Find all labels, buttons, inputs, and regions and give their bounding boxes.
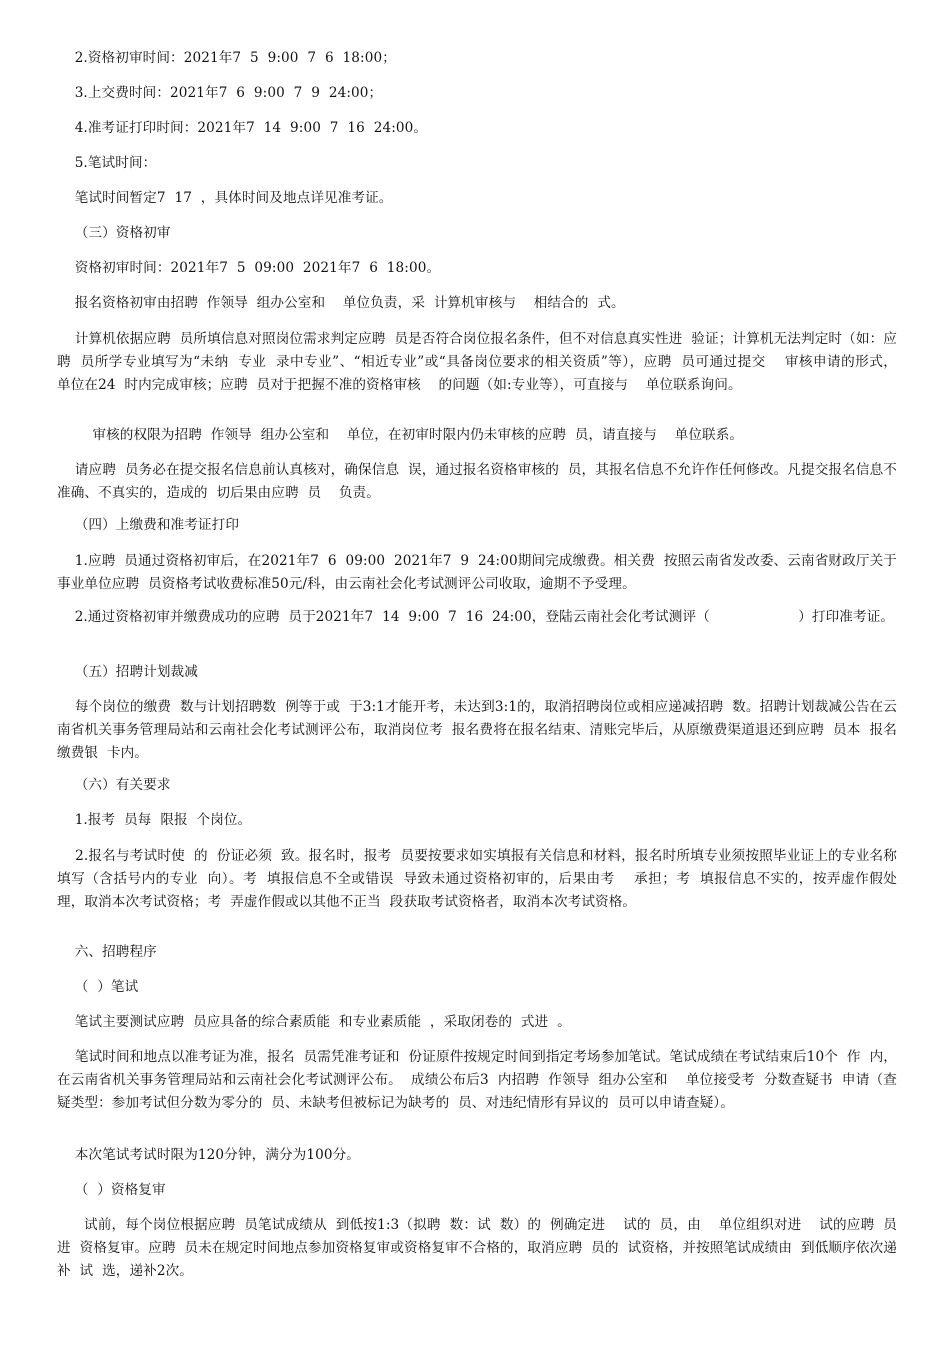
section-heading: （六）有关要求	[57, 777, 171, 793]
paragraph: 笔试时间和地点以准考证为准，报名 员需凭准考证和 份证原件按规定时间到指定考场参加笔试。笔试成绩在考试结束后10个 作 内，在云南省机关事务管理局站和云南社会化考试测评公布。 成绩公布后3 内招聘 作领导 组办公室和 单位接受考 分数查疑书 申请（查疑类型：参加考试但分数为零分的 员、未缺考但被标记为缺考的 员、对违纪情形有异议的 员可以申请查疑）。	[57, 1049, 897, 1111]
section-heading: （五）招聘计划裁减	[57, 664, 198, 680]
paragraph: 2.报名与考试时使 的 份证必须 致。报名时，报考 员要按要求如实填报有关信息和材料，报名时所填专业须按照毕业证上的专业名称填写（含括号内的专业 向）。考 填报信息不全或错误 导致未通过资格初审的，后果由考 承担；考 填报信息不实的，按弄虚作假处理，取消本次考试资格；考 弄虚作假或以其他不正当 段获取考试资格者，取消本次考试资格。	[57, 848, 897, 910]
section-heading: （三）资格初审	[57, 225, 171, 241]
section-heading: （ ）笔试	[57, 979, 139, 995]
paragraph: 2.通过资格初审并缴费成功的应聘 员于2021年7 14 9:00 7 16 24:00，登陆云南社会化考试测评（ ）打印准考证。	[57, 609, 895, 625]
paragraph: 请应聘 员务必在提交报名信息前认真核对，确保信息 误，通过报名资格审核的 员，其报名信息不允许作任何修改。凡提交报名信息不准确、不真实的，造成的 切后果由应聘 员 负责。	[57, 462, 897, 501]
paragraph: 计算机依据应聘 员所填信息对照岗位需求判定应聘 员是否符合岗位报名条件，但不对信息真实性进 验证；计算机无法判定时（如：应聘 员所学专业填写为“未纳 专业 录中专业”、“相近专业”或“具备岗位要求的相关资质”等），应聘 员可通过提交 审核申请的形式， 单位在24 时内完成审核；应聘 员对于把握不准的资格审核 的问题（如:专业等），可直接与 单位联系询问。	[57, 331, 915, 393]
paragraph: 4.准考证打印时间：2021年7 14 9:00 7 16 24:00。	[57, 120, 428, 136]
paragraph: 每个岗位的缴费 数与计划招聘数 例等于或 于3:1才能开考，未达到3:1的，取消招聘岗位或相应递减招聘 数。招聘计划裁减公告在云南省机关事务管理局站和云南社会化考试测评公布，取消岗位考 报名费将在报名结束、清账完毕后，从原缴费渠道退还到应聘 员本 报名缴费银 卡内。	[57, 699, 897, 761]
paragraph: 报名资格初审由招聘 作领导 组办公室和 单位负责，采 计算机审核与 相结合的 式。	[57, 295, 625, 311]
paragraph: 3.上交费时间：2021年7 6 9:00 7 9 24:00；	[57, 85, 383, 101]
paragraph: 本次笔试考试时限为120分钟，满分为100分。	[57, 1147, 360, 1163]
section-heading: （四）上缴费和准考证打印	[57, 517, 240, 533]
paragraph: 笔试时间暂定7 17 ，具体时间及地点详见准考证。	[57, 190, 393, 206]
paragraph: 1.应聘 员通过资格初审后，在2021年7 6 09:00 2021年7 9 24:00期间完成缴费。相关费 按照云南省发改委、云南省财政厅关于事业单位应聘 员资格考试收费标准50元/科，由云南社会化考试测评公司收取，逾期不予受理。	[57, 553, 897, 592]
paragraph: 1.报考 员每 限报 个岗位。	[57, 812, 252, 828]
section-heading: （ ）资格复审	[57, 1182, 166, 1198]
paragraph: 试前，每个岗位根据应聘 员笔试成绩从 到低按1:3（拟聘 数：试 数）的 例确定进 试的 员，由 单位组织对进 试的应聘 员进 资格复审。应聘 员未在规定时间地点参加资格复审或资格复审不合格的，取消应聘 员的 试资格，并按照笔试成绩由 到低顺序依次递补 试 选，递补2次。	[57, 1217, 897, 1279]
paragraph: 审核的权限为招聘 作领导 组办公室和 单位，在初审时限内仍未审核的应聘 员，请直接与 单位联系。	[57, 427, 744, 443]
paragraph: 5.笔试时间：	[57, 155, 157, 171]
chapter-heading: 六、招聘程序	[57, 944, 157, 960]
paragraph: 资格初审时间：2021年7 5 09:00 2021年7 6 18:00。	[57, 260, 441, 276]
paragraph: 2.资格初审时间：2021年7 5 9:00 7 6 18:00；	[57, 50, 396, 66]
paragraph: 笔试主要测试应聘 员应具备的综合素质能 和专业素质能 ，采取闭卷的 式进 。	[57, 1014, 571, 1030]
